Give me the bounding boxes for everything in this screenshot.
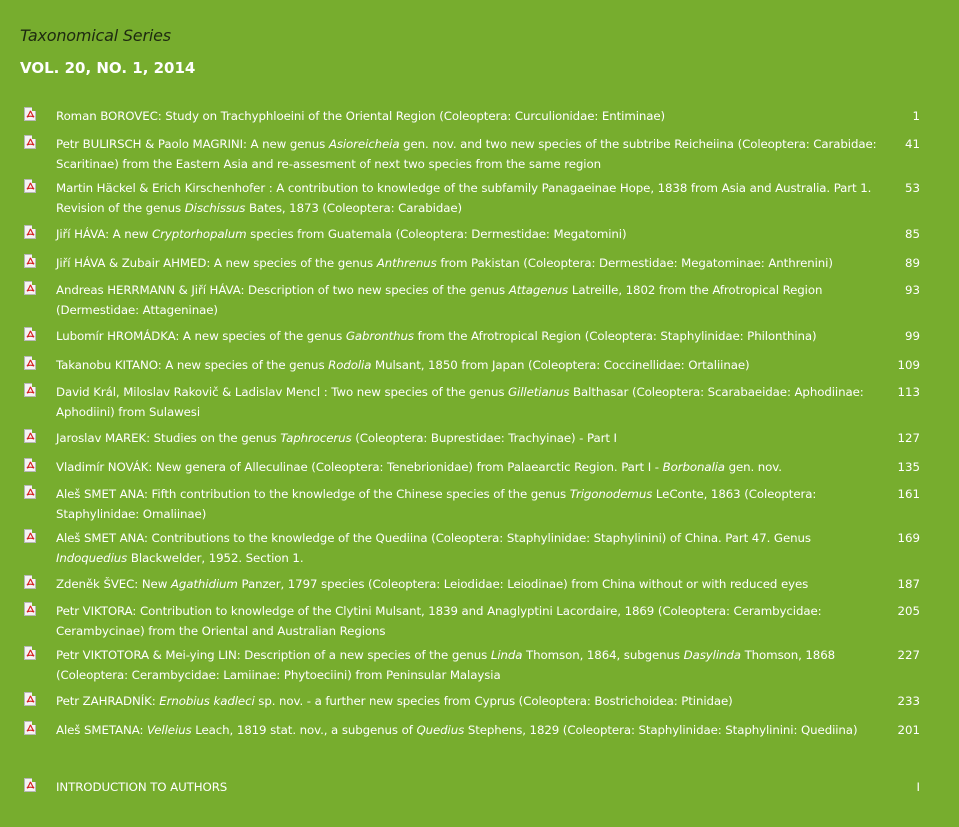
taxon-name: Trigonodemus xyxy=(569,487,653,501)
pdf-icon[interactable] xyxy=(24,778,36,792)
taxon-name: Agathidium xyxy=(170,577,238,591)
title-segment: Vladimír NOVÁK: New genera of Alleculinae (Coleoptera: Tenebrionidae) from Palaearctic Region. Part I - xyxy=(56,460,663,474)
pdf-icon[interactable] xyxy=(24,458,36,472)
title-segment: Roman BOROVEC: Study on Trachyphloeini of the Oriental Region (Coleoptera: Curculionidae: Entiminae) xyxy=(56,109,666,123)
page-number: 227 xyxy=(897,648,920,662)
taxon-name: Taphrocerus xyxy=(280,431,352,445)
page-number: 205 xyxy=(897,604,920,618)
entry-title[interactable] xyxy=(56,528,878,568)
title-segment: gen. nov. and two new species of the subtribe Reicheiina (Coleoptera: Carabidae: Scaritinae) from the Eastern Asia and re-assesment of next two species from the same region xyxy=(56,137,877,171)
entry-title[interactable] xyxy=(56,280,878,320)
title-segment: Jiří HÁVA & Zubair AHMED: A new species of the genus xyxy=(56,256,377,270)
series-title: Taxonomical Series xyxy=(20,26,171,45)
taxon-name: Linda xyxy=(490,648,523,662)
taxon-name: Ernobius kadleci xyxy=(159,694,255,708)
title-segment: Aleš SMET ANA: Fifth contribution to the knowledge of the Chinese species of the genus xyxy=(56,487,570,501)
pdf-icon[interactable] xyxy=(24,383,36,397)
entry-title[interactable] xyxy=(56,574,878,594)
title-segment: Jaroslav MAREK: Studies on the genus xyxy=(56,431,281,445)
page-number: 161 xyxy=(897,487,920,501)
page-number: 169 xyxy=(897,531,920,545)
title-segment: sp. nov. - a further new species from Cyprus (Coleoptera: Bostrichoidea: Ptinidae) xyxy=(254,694,733,708)
title-segment: Thomson, 1864, subgenus xyxy=(522,648,684,662)
pdf-icon[interactable] xyxy=(24,281,36,295)
entry-title[interactable] xyxy=(56,178,878,218)
pdf-icon[interactable] xyxy=(24,429,36,443)
title-segment: Leach, 1819 stat. nov., a subgenus of xyxy=(191,723,417,737)
pdf-icon[interactable] xyxy=(24,529,36,543)
title-segment: species from Guatemala (Coleoptera: Dermestidae: Megatomini) xyxy=(246,227,627,241)
title-segment: Thomson, 1868 (Coleoptera: Cerambycidae: Lamiinae: Phytoeciini) from Peninsular Malaysia xyxy=(56,648,836,682)
pdf-icon[interactable] xyxy=(24,107,36,121)
taxon-name: Asioreicheia xyxy=(328,137,400,151)
title-segment: Petr VIKTOTORA & Mei-ying LIN: Description of a new species of the genus xyxy=(56,648,491,662)
pdf-icon[interactable] xyxy=(24,602,36,616)
title-segment: Balthasar (Coleoptera: Scarabaeidae: Aphodiinae: Aphodiini) from Sulawesi xyxy=(56,385,864,419)
title-segment: Martin Häckel & Erich Kirschenhofer : A contribution to knowledge of the subfamily Panagaeinae Hope, 1838 from Asia and Australia. Part 1. Revision of the genus xyxy=(56,181,872,215)
taxon-name: Cryptorhopalum xyxy=(151,227,247,241)
pdf-icon[interactable] xyxy=(24,225,36,239)
entry-title[interactable] xyxy=(56,326,878,346)
title-segment: Takanobu KITANO: A new species of the genus xyxy=(56,358,329,372)
pdf-icon[interactable] xyxy=(24,179,36,193)
page-number: 93 xyxy=(904,283,920,297)
title-segment: Lubomír HROMÁDKA: A new species of the genus xyxy=(56,329,346,343)
page-number: I xyxy=(916,780,920,794)
volume-title: VOL. 20, NO. 1, 2014 xyxy=(20,59,196,77)
entry-title[interactable] xyxy=(56,382,878,422)
taxon-name: Anthrenus xyxy=(376,256,437,270)
title-segment: LeConte, 1863 (Coleoptera: Staphylinidae: Omaliinae) xyxy=(56,487,817,521)
entry-title[interactable] xyxy=(56,720,878,740)
entry-title[interactable] xyxy=(56,428,878,448)
page-number: 1 xyxy=(912,109,920,123)
taxon-name: Velleius xyxy=(147,723,192,737)
taxon-name: Gilletianus xyxy=(508,385,570,399)
taxon-name: Gabronthus xyxy=(345,329,414,343)
title-segment: (Coleoptera: Buprestidae: Trachyinae) - Part I xyxy=(351,431,617,445)
entry-title[interactable] xyxy=(56,253,878,273)
page-number: 85 xyxy=(904,227,920,241)
entry-title[interactable] xyxy=(56,645,878,685)
page-number: 41 xyxy=(904,137,920,151)
page-number: 53 xyxy=(904,181,920,195)
taxon-name: Rodolia xyxy=(328,358,372,372)
pdf-icon[interactable] xyxy=(24,356,36,370)
title-segment: Bates, 1873 (Coleoptera: Carabidae) xyxy=(245,201,463,215)
page-number: 135 xyxy=(897,460,920,474)
entry-title[interactable] xyxy=(56,134,878,174)
taxon-name: Indoquedius xyxy=(56,551,128,565)
title-segment: Jiří HÁVA: A new xyxy=(56,227,152,241)
title-segment: Blackwelder, 1952. Section 1. xyxy=(127,551,304,565)
page-number: 187 xyxy=(897,577,920,591)
pdf-icon[interactable] xyxy=(24,135,36,149)
title-segment: Petr BULIRSCH & Paolo MAGRINI: A new genus xyxy=(56,137,329,151)
pdf-icon[interactable] xyxy=(24,327,36,341)
title-segment: Petr ZAHRADNÍK: xyxy=(56,694,160,708)
page-number: 127 xyxy=(897,431,920,445)
pdf-icon[interactable] xyxy=(24,485,36,499)
title-segment: Aleš SMET ANA: Contributions to the knowledge of the Quediina (Coleoptera: Staphylinidae: Staphylinini) of China. Part 47. Genus xyxy=(56,531,811,545)
entry-title[interactable] xyxy=(56,355,878,375)
entry-title[interactable] xyxy=(56,691,878,711)
taxon-name: Attagenus xyxy=(508,283,569,297)
pdf-icon[interactable] xyxy=(24,721,36,735)
title-segment: Zdeněk ŠVEC: New xyxy=(56,577,171,591)
title-segment: from the Afrotropical Region (Coleoptera: Staphylinidae: Philonthina) xyxy=(413,329,817,343)
title-segment: gen. nov. xyxy=(724,460,782,474)
page-number: 89 xyxy=(904,256,920,270)
page-number: 109 xyxy=(897,358,920,372)
page-number: 233 xyxy=(897,694,920,708)
title-segment: David Král, Miloslav Rakovič & Ladislav Mencl : Two new species of the genus xyxy=(56,385,509,399)
title-segment: Aleš SMETANA: xyxy=(56,723,147,737)
taxon-name: Dasylinda xyxy=(683,648,741,662)
entry-title[interactable] xyxy=(56,106,878,126)
title-segment: Stephens, 1829 (Coleoptera: Staphylinidae: Staphylinini: Quediina) xyxy=(464,723,858,737)
entry-title[interactable] xyxy=(56,484,878,524)
title-segment: INTRODUCTION TO AUTHORS xyxy=(56,780,228,794)
taxon-name: Borbonalia xyxy=(662,460,725,474)
title-segment: Andreas HERRMANN & Jiří HÁVA: Description of two new species of the genus xyxy=(56,283,509,297)
page-number: 113 xyxy=(897,385,920,399)
pdf-icon[interactable] xyxy=(24,575,36,589)
entry-title[interactable] xyxy=(56,224,878,244)
title-segment: Latreille, 1802 from the Afrotropical Region (Dermestidae: Attageninae) xyxy=(56,283,823,317)
taxon-name: Quedius xyxy=(416,723,465,737)
pdf-icon[interactable] xyxy=(24,646,36,660)
entry-title[interactable] xyxy=(56,777,878,797)
pdf-icon[interactable] xyxy=(24,692,36,706)
taxon-name: Dischissus xyxy=(184,201,246,215)
title-segment: Mulsant, 1850 from Japan (Coleoptera: Coccinellidae: Ortaliinae) xyxy=(371,358,750,372)
entry-title[interactable] xyxy=(56,601,878,641)
page-number: 99 xyxy=(904,329,920,343)
page-number: 201 xyxy=(897,723,920,737)
title-segment: Panzer, 1797 species (Coleoptera: Leiodidae: Leiodinae) from China without or with reduced eyes xyxy=(237,577,809,591)
title-segment: from Pakistan (Coleoptera: Dermestidae: Megatominae: Anthrenini) xyxy=(436,256,833,270)
entry-title[interactable] xyxy=(56,457,878,477)
pdf-icon[interactable] xyxy=(24,254,36,268)
title-segment: Petr VIKTORA: Contribution to knowledge of the Clytini Mulsant, 1839 and Anaglyptini Lacordaire, 1869 (Coleoptera: Cerambycidae: Cerambycinae) from the Oriental and Australian Regions xyxy=(56,604,822,638)
